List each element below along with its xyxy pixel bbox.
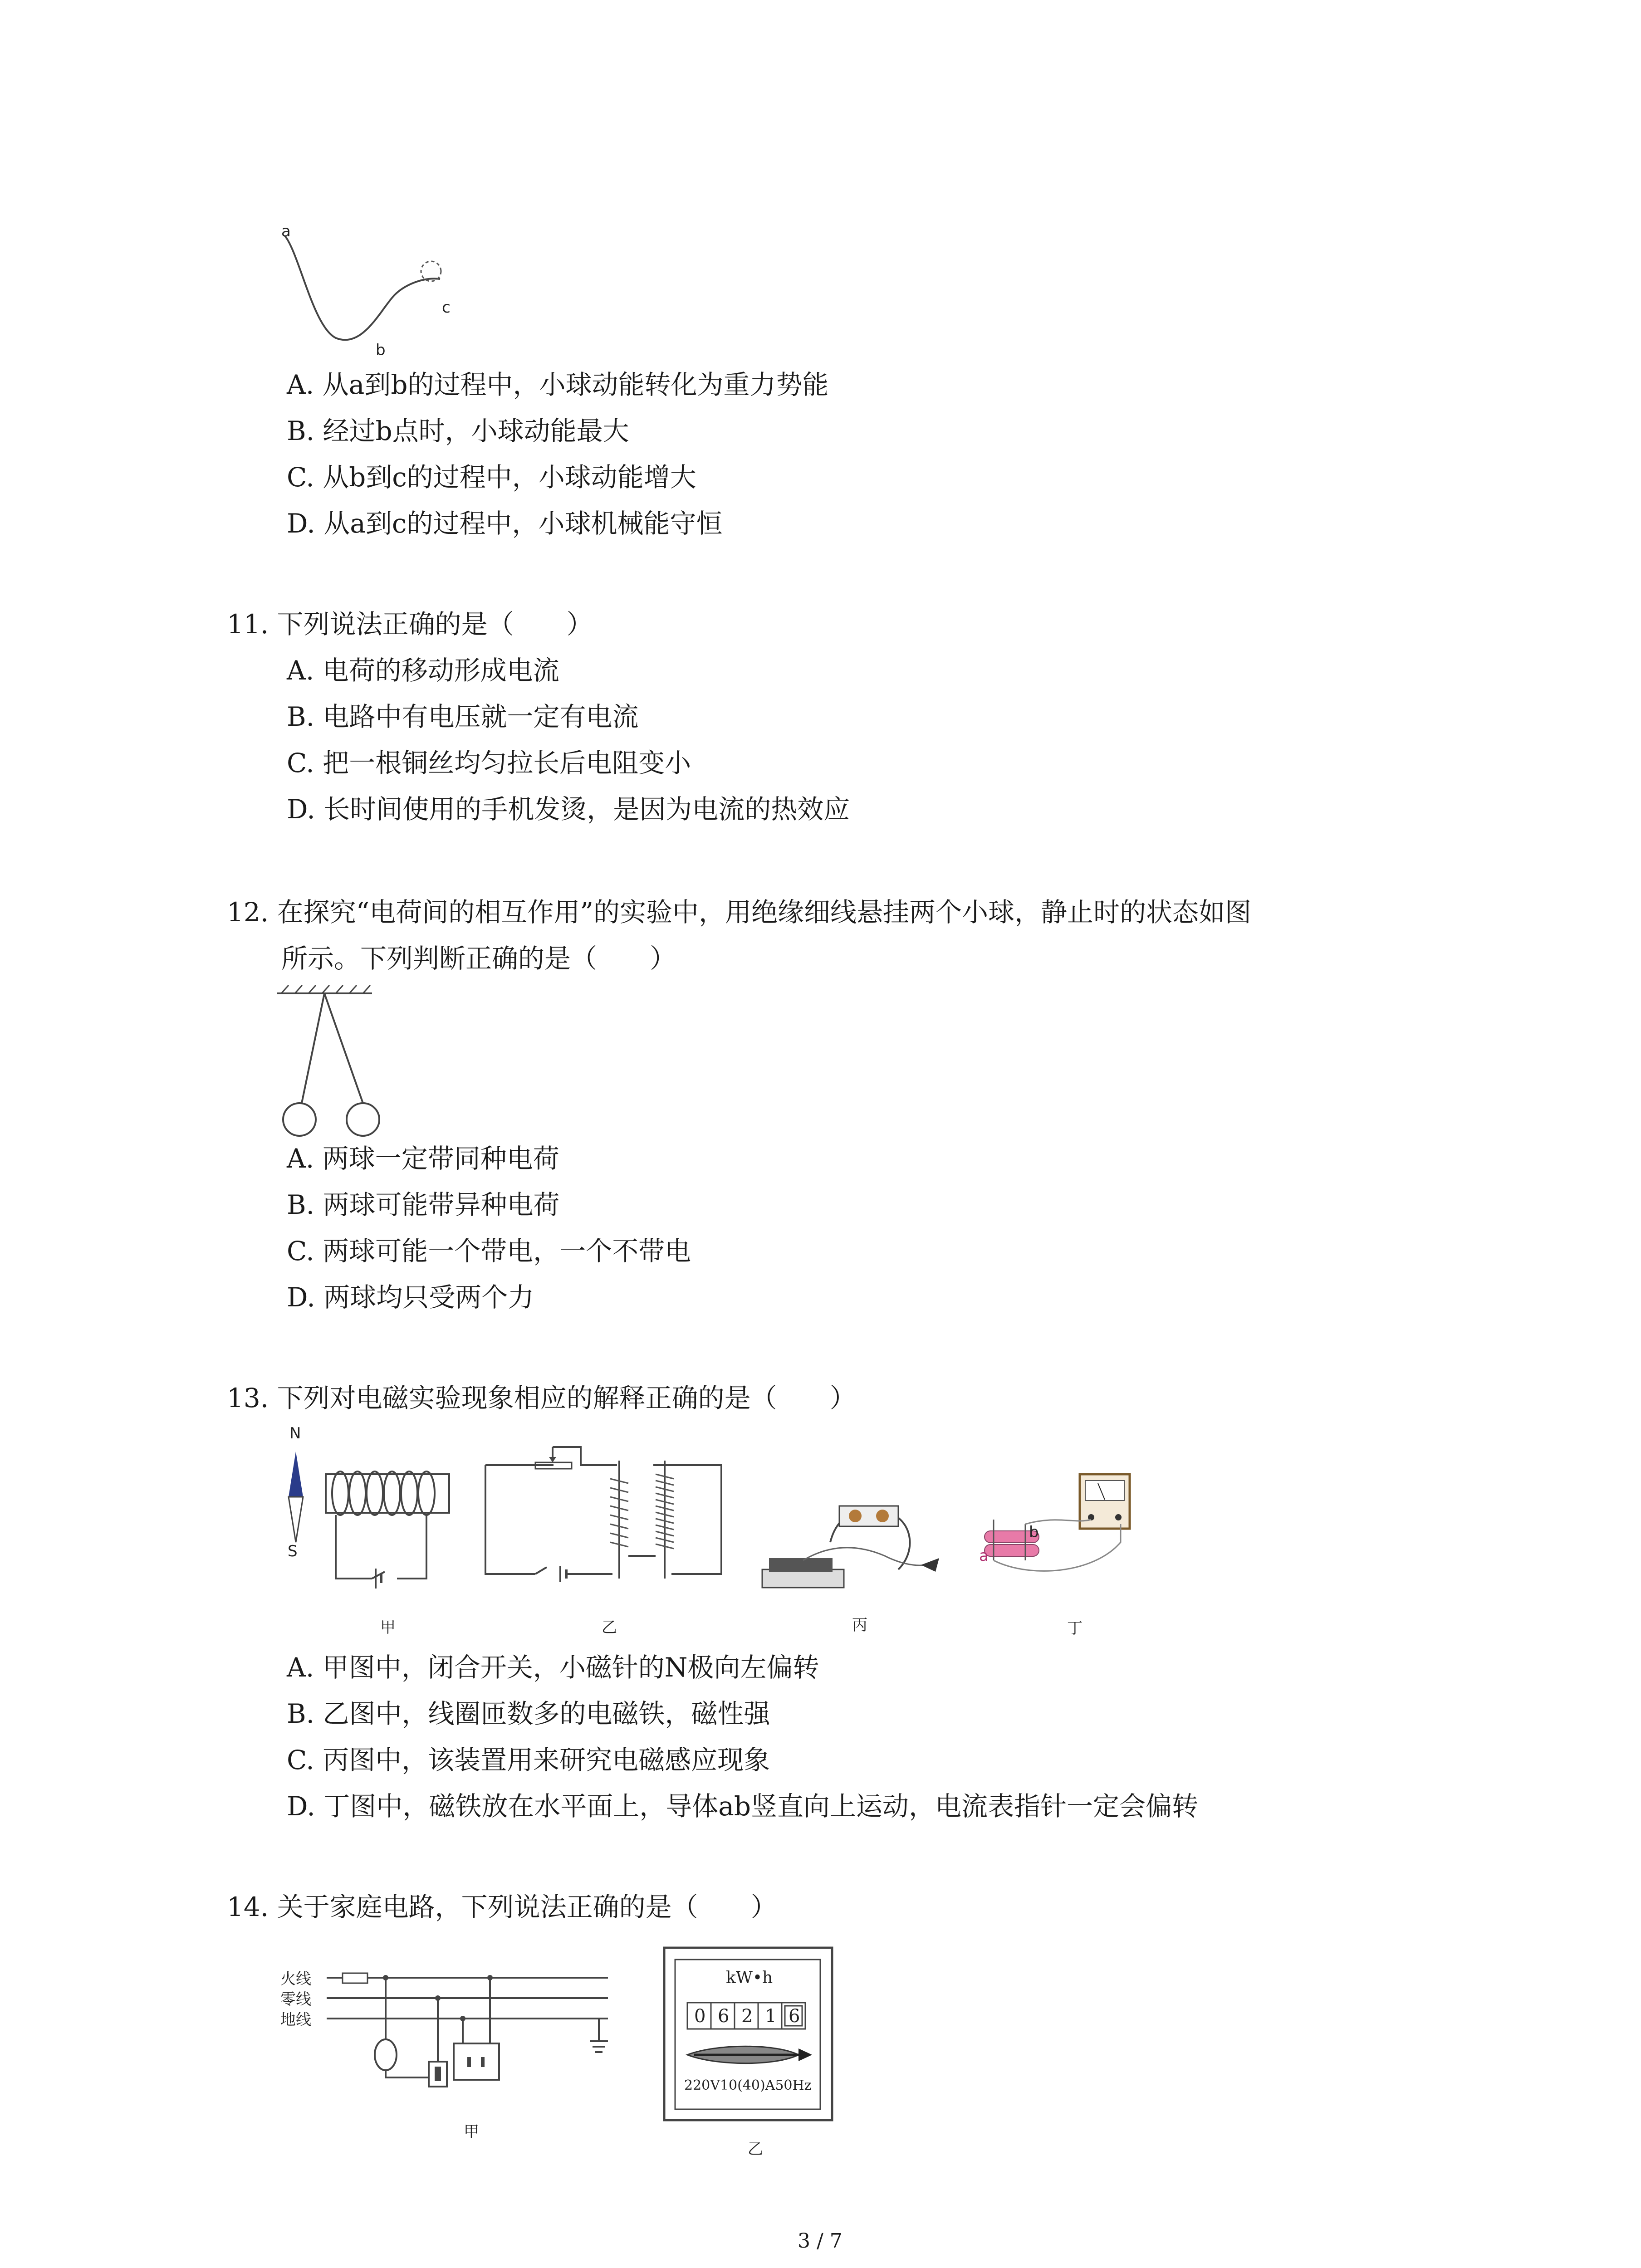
label-q14-jia: 甲: [464, 2123, 479, 2141]
figure-jia: [272, 1442, 463, 1615]
label-b: b: [376, 341, 386, 359]
q11-option-b: B. 电路中有电压就一定有电流: [287, 701, 639, 732]
label-q14-yi: 乙: [748, 2140, 763, 2158]
q14-stem: 14. 关于家庭电路，下列说法正确的是（ ）: [227, 1892, 777, 1922]
label-ding: 丁: [1067, 1619, 1083, 1637]
label-jia: 甲: [380, 1618, 396, 1637]
meter-digit-5: 6: [789, 2006, 800, 2027]
page-number: 3 / 7: [798, 2229, 843, 2253]
fuse: [343, 1973, 367, 1983]
ball-right: [347, 1103, 379, 1136]
label-a: a: [281, 222, 291, 240]
q13-option-b: B. 乙图中，线圈匝数多的电磁铁，磁性强: [287, 1698, 770, 1729]
label-a-ding: a: [979, 1547, 989, 1565]
label-c: c: [442, 298, 451, 317]
meter-rating: 220V10(40)A50Hz: [684, 2077, 812, 2093]
q11-option-c: C. 把一根铜丝均匀拉长后电阻变小: [287, 748, 691, 778]
q13-option-c: C. 丙图中，该装置用来研究电磁感应现象: [287, 1745, 770, 1775]
q12-option-b: B. 两球可能带异种电荷: [287, 1189, 560, 1220]
q12-stem-line2: 所示。下列判断正确的是（ ）: [281, 943, 676, 974]
q12-option-c: C. 两球可能一个带电，一个不带电: [287, 1236, 691, 1266]
household-circuit-figure: [318, 1964, 635, 2118]
q13-stem: 13. 下列对电磁实验现象相应的解释正确的是（ ）: [227, 1383, 856, 1413]
q10-option-c: C. 从b到c的过程中，小球动能增大: [287, 462, 696, 493]
solenoid-core: [326, 1474, 449, 1513]
thread-left: [302, 993, 324, 1103]
q10-option-a: A. 从a到b的过程中，小球动能转化为重力势能: [287, 369, 829, 400]
meter-digit-1: 0: [694, 2006, 706, 2027]
figure-bing: [749, 1479, 948, 1601]
meter-unit: kW•h: [726, 1969, 773, 1987]
q12-option-d: D. 两球均只受两个力: [287, 1282, 534, 1313]
meter-digit-2: 6: [718, 2006, 730, 2027]
label-live: 火线: [280, 1970, 311, 1988]
q12-option-a: A. 两球一定带同种电荷: [287, 1143, 559, 1174]
compass-needle-north: [289, 1452, 303, 1497]
label-s: S: [288, 1542, 298, 1560]
q11-option-a: A. 电荷的移动形成电流: [287, 655, 559, 686]
q11-option-d: D. 长时间使用的手机发烫，是因为电流的热效应: [287, 794, 850, 825]
q10-option-b: B. 经过b点时，小球动能最大: [287, 415, 629, 446]
q13-option-d: D. 丁图中，磁铁放在水平面上，导体ab竖直向上运动，电流表指针一定会偏转: [287, 1791, 1199, 1822]
figure-ding: [966, 1470, 1166, 1588]
q10-option-d: D. 从a到c的过程中，小球机械能守恒: [287, 508, 723, 539]
thread-right: [324, 993, 363, 1103]
label-n: N: [289, 1424, 301, 1442]
ball-left: [283, 1103, 316, 1136]
track-curve: [285, 236, 440, 340]
meter-digit-3: 2: [741, 2006, 753, 2027]
compass-needle-south: [289, 1497, 303, 1542]
q11-stem: 11. 下列说法正确的是（ ）: [227, 609, 593, 640]
q12-stem-line1: 12. 在探究“电荷间的相互作用”的实验中，用绝缘细线悬挂两个小球，静止时的状态如图: [227, 897, 1251, 928]
label-yi: 乙: [602, 1618, 617, 1637]
label-neutral: 零线: [280, 1990, 311, 2009]
figure-yi: [481, 1447, 730, 1601]
meter-digit-4: 1: [765, 2006, 777, 2027]
label-ground: 地线: [280, 2011, 311, 2029]
socket: [454, 2043, 499, 2080]
hanging-balls-figure: [272, 984, 390, 1143]
lamp: [375, 2039, 397, 2070]
label-b-ding: b: [1029, 1523, 1039, 1541]
q13-option-a: A. 甲图中，闭合开关，小磁针的N极向左偏转: [287, 1652, 819, 1683]
label-bing: 丙: [852, 1616, 867, 1634]
